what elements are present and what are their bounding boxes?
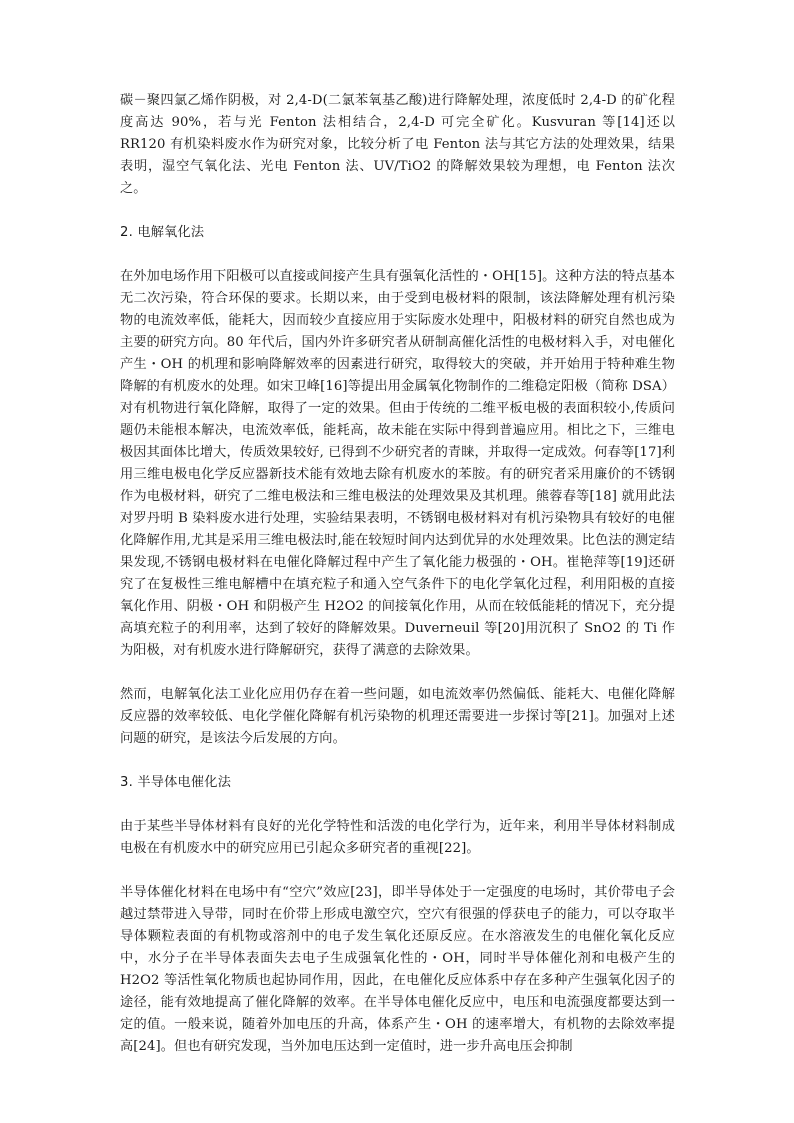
paragraph-electrolysis-1: 在外加电场作用下阳极可以直接或间接产生具有强氧化活性的・OH[15]。这种方法的特点基本无二次污染，符合环保的要求。长期以来，由于受到电极材料的限制，该法降解处理有机污染物的电流效率低，能耗大，因而较少直接应用于实际废水处理中，阳极材料的研究自然也成为主要的研究方向。80 年代后，国内外许多研究者从研制高催化活性的电极材料入手，对电催化产生・OH 的机理和影响降解效率的因素进行研究，取得较大的突破，并开始用于特种难生物降解的有机废水的处理。如宋卫峰[16]等提出用金属氧化物制作的二维稳定阳极（简称 DSA）对有机物进行氧化降解，取得了一定的效果。但由于传统的二维平板电极的表面积较小,传质问题仍未能根本解决，电流效率低，能耗高，故未能在实际中得到普遍应用。相比之下，三维电极因其面体比增大，传质效果较好, 已得到不少研究者的青睐，并取得一定成效。何春等[17]利用三维电极电化学反应器新技术能有效地去除有机废水的苯胺。有的研究者采用廉价的不锈钢作为电极材料，研究了二维电极法和三维电极法的处理效果及其机理。熊蓉春等[18] 就用此法对罗丹明 B 染料废水进行处理，实验结果表明，不锈钢电极材料对有机污染物具有较好的电催化降解作用,尤其是采用三维电极法时,能在较短时间内达到优异的水处理效果。比色法的测定结果发现,不锈钢电极材料在电催化降解过程中产生了氧化能力极强的・OH。崔艳萍等[19]还研究了在复极性三维电解槽中在填充粒子和通入空气条件下的电化学氧化过程，利用阳极的直接氧化作用、阴极・OH 和阴极产生 H2O2 的间接氧化作用，从而在较低能耗的情况下，充分提高填充粒子的利用率，达到了较好的降解效果。Duverneuil 等[20]用沉积了 SnO2 的 Ti 作为阳极，对有机废水进行降解研究，获得了满意的去除效果。 (120, 269, 675, 658)
section-heading-electrolysis: 2. 电解氧化法 (120, 225, 205, 240)
paragraph-fenton-continuation: 碳－聚四氯乙烯作阴极，对 2,4-D(二氯苯氧基乙酸)进行降解处理，浓度低时 2,4-D 的矿化程度高达 90%，若与光 Fenton 法相结合，2,4-D 可完全矿化。Kusvuran 等[14]还以 RR120 有机染料废水作为研究对象，比较分析了电 Fenton 法与其它方法的处理效果，结果表明，湿空气氧化法、光电 Fenton 法、UV/TiO2 的降解效果较为理想，电 Fenton 法次之。 (120, 93, 675, 196)
paragraph-semiconductor-2: 半导体催化材料在电场中有“空穴”效应[23]，即半导体处于一定强度的电场时，其价带电子会越过禁带进入导带，同时在价带上形成电激空穴，空穴有很强的俘获电子的能力，可以夺取半导体颗粒表面的有机物或溶剂中的电子发生氧化还原反应。在水溶液发生的电催化氧化反应中，水分子在半导体表面失去电子生成强氧化性的・OH，同时半导体催化剂和电极产生的 H2O2 等活性氧化物质也起协同作用，因此，在电催化反应体系中存在多种产生强氧化因子的途径，能有效地提高了催化降解的效率。在半导体电催化反应中，电压和电流强度都要达到一定的值。一般来说，随着外加电压的升高，体系产生・OH 的速率增大，有机物的去除效率提高[24]。但也有研究发现，当外加电压达到一定值时，进一步升高电压会抑制 (120, 885, 675, 1054)
section-heading-semiconductor: 3. 半导体电催化法 (120, 775, 232, 790)
paragraph-electrolysis-2: 然而，电解氧化法工业化应用仍存在着一些问题，如电流效率仍然偏低、能耗大、电催化降解反应器的效率较低、电化学催化降解有机污染物的机理还需要进一步探讨等[21]。加强对上述问题的研究，是该法今后发展的方向。 (120, 687, 675, 746)
document-page (120, 90, 675, 1080)
paragraph-semiconductor-1: 由于某些半导体材料有良好的光化学特性和活泼的电化学行为，近年来，利用半导体材料制成电极在有机废水中的研究应用已引起众多研究者的重视[22]。 (120, 819, 675, 856)
